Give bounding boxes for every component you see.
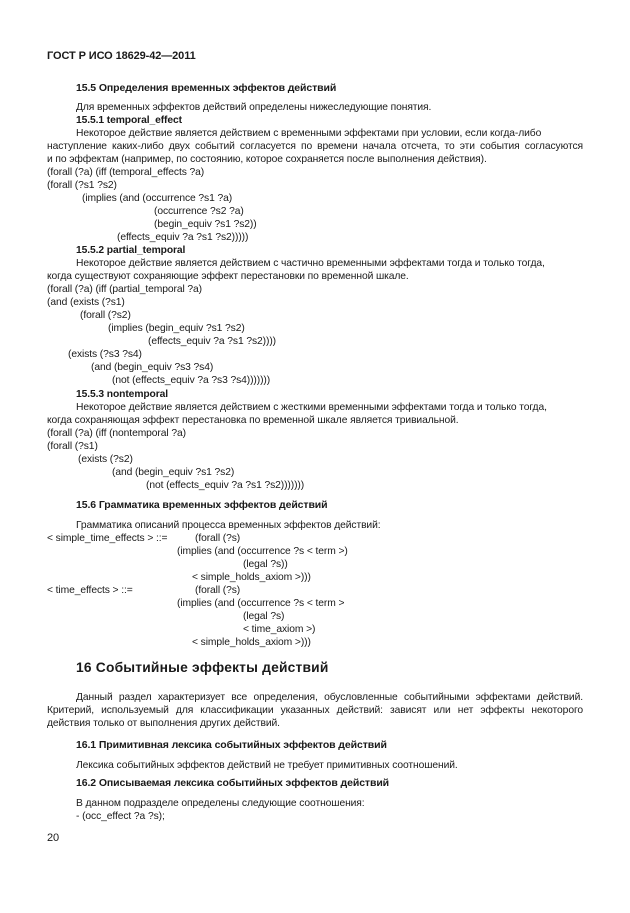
section-16-1-heading: 16.1 Примитивная лексика событийных эффектов действий [76,739,387,751]
grammar-line: (forall (?s) [195,533,241,544]
page-number: 20 [47,832,60,844]
grammar-line: < simple_holds_axiom >))) [192,637,311,648]
code-line: (and (begin_equiv ?s3 ?s4) [91,362,214,373]
section-16-2-heading: 16.2 Описываемая лексика событийных эффектов действий [76,777,390,789]
code-line: (effects_equiv ?a ?s1 ?s2))))) [117,232,249,243]
grammar-line: < simple_holds_axiom >))) [192,572,311,583]
document-header: ГОСТ Р ИСО 18629-42—2011 [47,50,196,62]
paragraph-line: когда сохраняющая эффект перестановка по временной шкале является тривиальной. [47,415,459,426]
section-15-5-1-heading: 15.5.1 temporal_effect [76,115,182,126]
code-line: (forall (?a) (iff (nontemporal ?a) [47,428,186,439]
section-15-5-3-heading: 15.5.3 nontemporal [76,389,169,400]
grammar-line: (legal ?s) [243,611,285,622]
code-line: (occurrence ?s2 ?a) [154,206,244,217]
code-line: (not (effects_equiv ?a ?s3 ?s4))))))) [112,375,271,386]
grammar-line: (implies (and (occurrence ?s < term > [177,598,345,609]
paragraph-line: наступление каких-либо двух событий согласуется по времени начала отсчета, то эти события согласуются [47,141,583,152]
grammar-rule-lhs: < simple_time_effects > ::= [47,533,168,544]
section-15-5-heading: 15.5 Определения временных эффектов действий [76,82,337,94]
paragraph-line: Некоторое действие является действием с временными эффектами при условии, если когда-либо [76,128,542,139]
section-16-1-text: Лексика событийных эффектов действий не требует примитивных соотношений. [76,760,458,771]
paragraph-line: и по эффектам (например, по состоянию, которое сохраняется после выполнения действия). [47,154,487,165]
section-15-6-heading: 15.6 Грамматика временных эффектов действий [76,499,328,511]
section-15-5-intro: Для временных эффектов действий определены нижеследующие понятия. [76,102,432,113]
code-line: (and (exists (?s1) [47,297,125,308]
code-line: (not (effects_equiv ?a ?s1 ?s2))))))) [146,480,305,491]
code-line: (effects_equiv ?a ?s1 ?s2)))) [148,336,276,347]
code-line: (exists (?s3 ?s4) [68,349,142,360]
paragraph-line: Некоторое действие является действием с жесткими временными эффектами тогда и только тогда, [76,402,547,413]
section-15-5-2-heading: 15.5.2 partial_temporal [76,245,186,256]
paragraph-line: когда существуют сохраняющие эффект перестановки по временной шкале. [47,271,409,282]
code-line: (forall (?s1) [47,441,98,452]
section-16-heading: 16 Событийные эффекты действий [76,660,329,675]
paragraph-line: действия только от выполнения других действий. [47,718,280,729]
code-line: (and (begin_equiv ?s1 ?s2) [112,467,235,478]
grammar-line: (forall (?s) [195,585,241,596]
code-line: (begin_equiv ?s1 ?s2)) [154,219,257,230]
code-line: (forall (?s2) [80,310,131,321]
code-line: (implies (and (occurrence ?s1 ?a) [82,193,233,204]
paragraph-line: Критерий, используемый для классификации указанных действий: зависят или нет эффекты некоторого [47,705,583,716]
code-line: (forall (?s1 ?s2) [47,180,117,191]
grammar-line: (implies (and (occurrence ?s < term >) [177,546,348,557]
paragraph-line: Данный раздел характеризует все определения, обусловленные событийными эффектами действий. [76,692,583,703]
grammar-rule-lhs: < time_effects > ::= [47,585,133,596]
grammar-line: (legal ?s)) [243,559,288,570]
section-15-6-intro: Грамматика описаний процесса временных эффектов действий: [76,520,381,531]
list-item: - (occ_effect ?a ?s); [76,811,165,822]
code-line: (forall (?a) (iff (temporal_effects ?a) [47,167,205,178]
grammar-line: < time_axiom >) [243,624,316,635]
code-line: (forall (?a) (iff (partial_temporal ?a) [47,284,202,295]
code-line: (exists (?s2) [78,454,133,465]
section-16-2-text: В данном подразделе определены следующие соотношения: [76,798,365,809]
paragraph-line: Некоторое действие является действием с частично временными эффектами тогда и только тогда, [76,258,545,269]
code-line: (implies (begin_equiv ?s1 ?s2) [108,323,245,334]
